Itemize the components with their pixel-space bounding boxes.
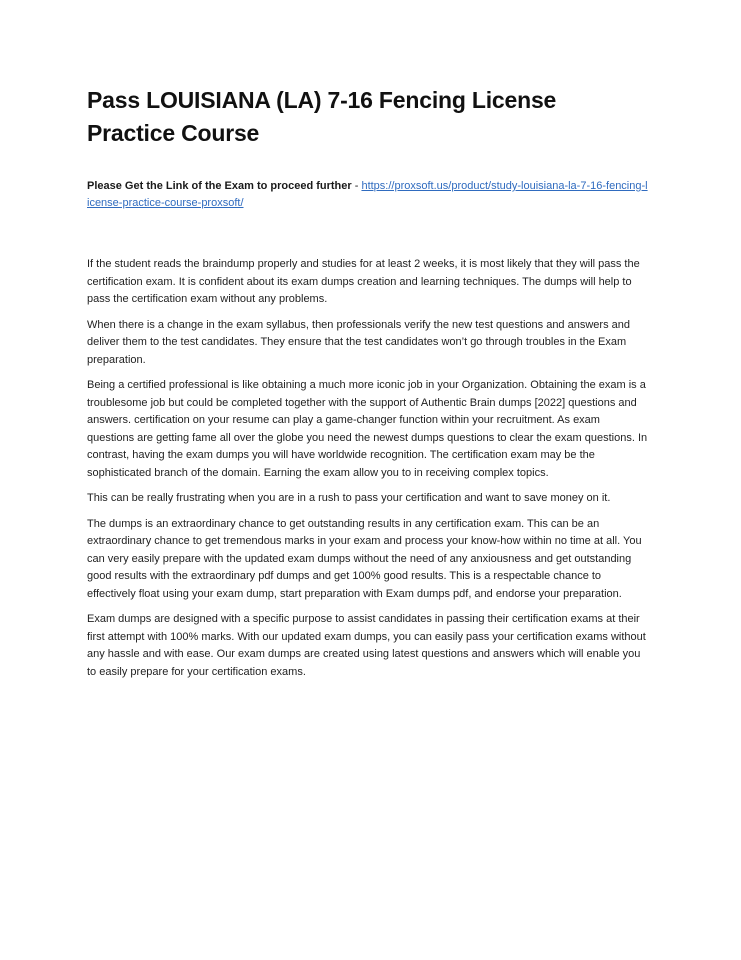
exam-link[interactable]: https://proxsoft.us/product/study-louisiana-la-7-16-fencing-license-practice-course-proxsoft/ [87, 180, 648, 209]
exam-link-paragraph [87, 178, 649, 212]
exam-link-separator: - [351, 180, 362, 192]
body-paragraph-2: When there is a change in the exam syllabus, then professionals verify the new test questions and answers and deliver them to the test candidates. They ensure that the test candidates won’t go through troubles in the Exam preparation. [87, 318, 630, 366]
body-paragraph-5: The dumps is an extraordinary chance to get outstanding results in any certification exam. This can be an extraordinary chance to get tremendous marks in your exam and process your know-how within no time at all. You can very easily prepare with the updated exam dumps without the need of any anxiousness and get outstanding good results with the extraordinary pdf dumps and get 100% good results. This is a respectable chance to effectively float using your exam dump, start preparation with Exam dumps pdf, and endorse your preparation. [87, 517, 642, 600]
body-paragraph-4: This can be really frustrating when you are in a rush to pass your certification and want to save money on it. [87, 492, 611, 504]
page-title: Pass LOUISIANA (LA) 7-16 Fencing License Practice Course [87, 87, 557, 146]
body-paragraph-6: Exam dumps are designed with a specific purpose to assist candidates in passing their certification exams at their first attempt with 100% marks. With our updated exam dumps, you can easily pass your certification exams without any hassle and with ease. Our exam dumps are created using latest questions and answers which will enable you to easily prepare for your certification exams. [87, 613, 646, 678]
exam-link-label: Please Get the Link of the Exam to proceed further [87, 180, 352, 192]
document-page [87, 84, 649, 689]
body-paragraph-3: Being a certified professional is like obtaining a much more iconic job in your Organization. Obtaining the exam is a troublesome job but could be completed together with the support of Authentic Brain dumps [2022] questions and answers. certification on your resume can play a game-changer function within your recruitment. As exam questions are getting fame all over the globe you need the newest dumps questions to clear the exam questions. In contrast, having the exam dumps you will have worldwide recognition. The certification exam may be the sophisticated branch of the domain. Earning the exam allow you to in receiving complex topics. [87, 379, 648, 479]
body-paragraph-1: If the student reads the braindump properly and studies for at least 2 weeks, it is most likely that they will pass the certification exam. It is confident about its exam dumps creation and learning techniques. The dumps will help to pass the certification exam without any problems. [87, 258, 640, 305]
